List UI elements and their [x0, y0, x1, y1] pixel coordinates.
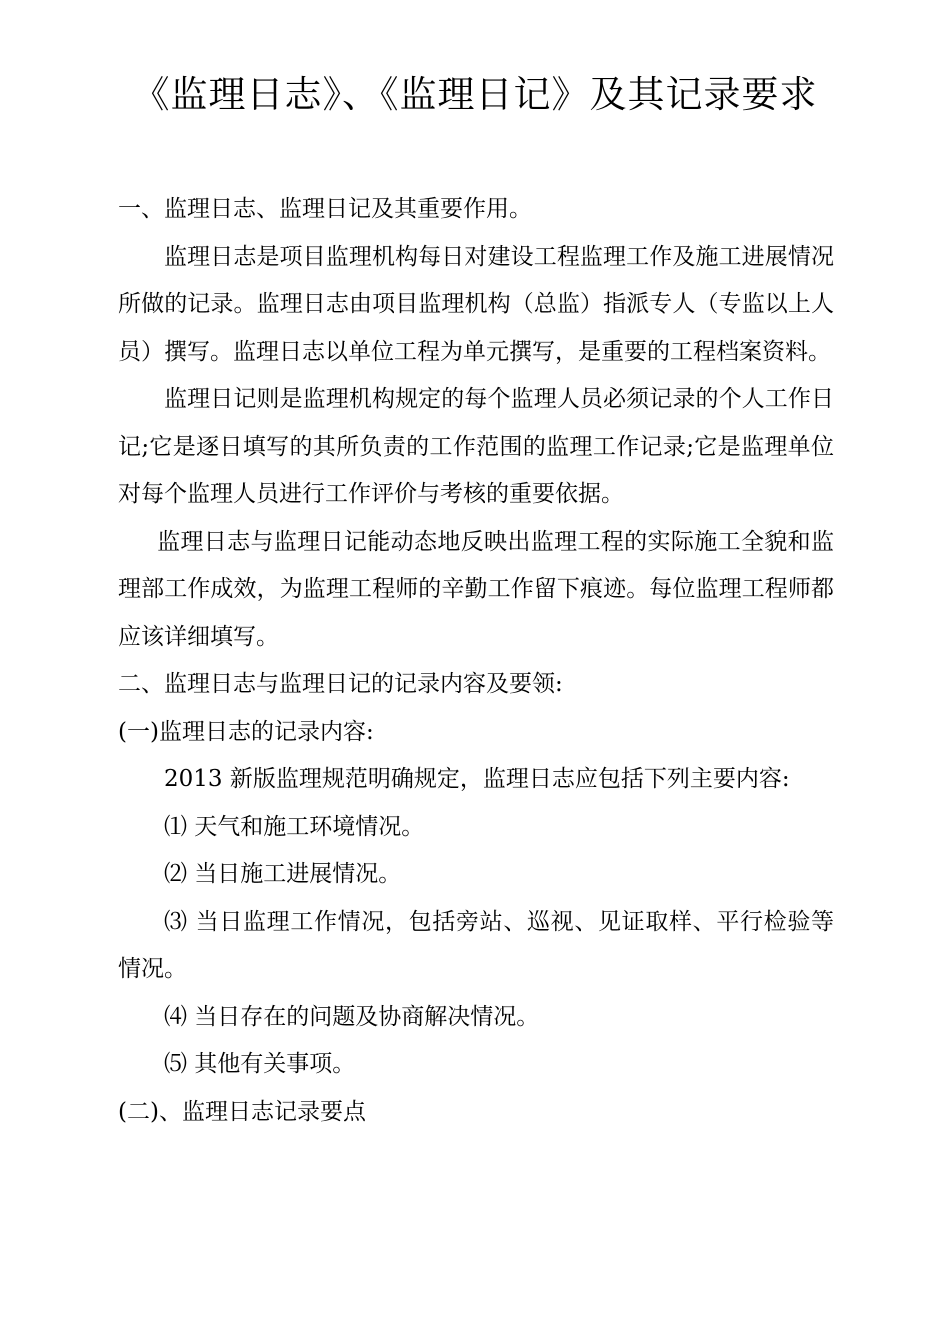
list-item: ⑸ 其他有关事项。	[164, 1051, 356, 1077]
list-item: ⑵ 当日施工进展情况。	[164, 861, 402, 887]
section-heading-2: 二、监理日志与监理日记的记录内容及要领:	[118, 671, 563, 697]
list-item: ⑷ 当日存在的问题及协商解决情况。	[164, 1003, 540, 1030]
section-heading-1: 一、监理日志、监理日记及其重要作用。	[118, 196, 532, 222]
subsection-heading-2: (二)、监理日志记录要点	[118, 1098, 366, 1125]
subsection-heading-1: (一)监理日志的记录内容:	[118, 718, 374, 745]
document-body	[118, 186, 834, 1136]
document-title: 《监理日志》、《监理日记》及其记录要求	[132, 73, 818, 116]
paragraph-2013-spec: 2013 新版监理规范明确规定，监理日志应包括下列主要内容:	[164, 766, 790, 792]
list-item: ⑶ 当日监理工作情况，包括旁站、巡视、见证取样、平行检验等情况。	[118, 908, 834, 982]
paragraph-supervision-diary: 监理日记则是监理机构规定的每个监理人员必须记录的个人工作日记;它是逐日填写的其所负责的工作范围的监理工作记录;它是监理单位对每个监理人员进行工作评价与考核的重要依据。	[118, 386, 834, 507]
paragraph-dynamic-reflection: 监理日志与监理日记能动态地反映出监理工程的实际施工全貌和监理部工作成效，为监理工程师的辛勤工作留下痕迹。每位监理工程师都应该详细填写。	[118, 528, 834, 650]
paragraph-supervision-log: 监理日志是项目监理机构每日对建设工程监理工作及施工进展情况所做的记录。监理日志由项目监理机构（总监）指派专人（专监以上人员）撰写。监理日志以单位工程为单元撰写，是重要的工程档案资料。	[118, 243, 834, 365]
list-item: ⑴ 天气和施工环境情况。	[164, 813, 425, 840]
